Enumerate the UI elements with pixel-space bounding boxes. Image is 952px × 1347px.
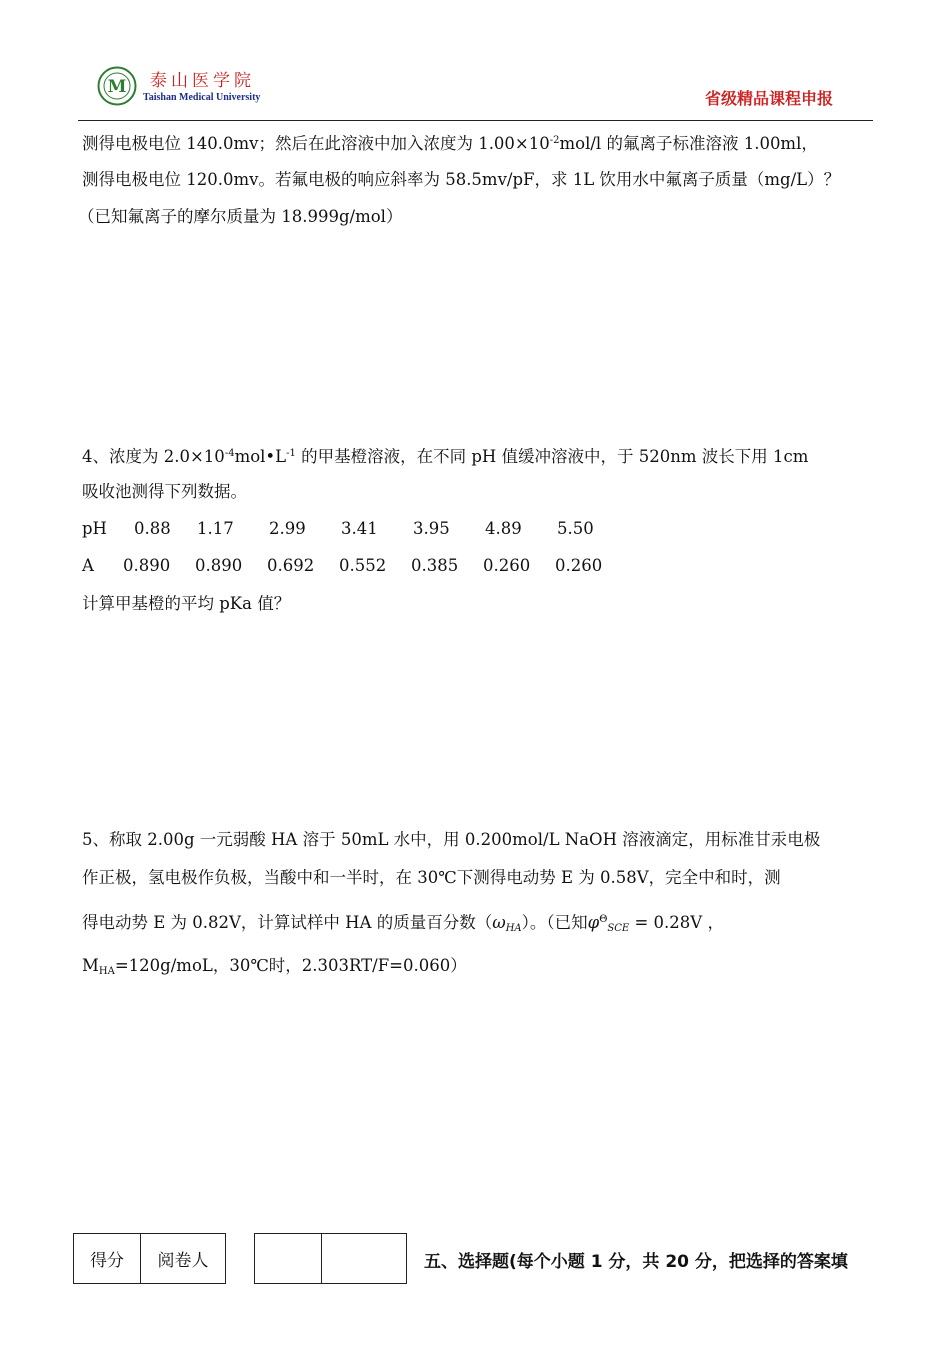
q4-line-1: 4、浓度为 $2.0\times 10^{-4}mol•L^{-1}$ 的甲基橙溶液，在不同 pH 值缓冲溶液中，于 520nm 波长下用 1cm	[82, 447, 809, 466]
ph-value: 2.99	[269, 519, 306, 538]
score-label: 得分	[74, 1234, 141, 1284]
reviewer-entry-cell[interactable]	[322, 1234, 407, 1284]
ph-value: 1.17	[197, 519, 234, 538]
university-logo	[97, 66, 137, 106]
absorbance-value: 0.260	[555, 556, 603, 575]
q3-line-2: 测得电极电位 120.0mv。若氟电极的响应斜率为 58.5mv/pF，求 1L 饮用水中氟离子质量（mg/L）？	[82, 170, 841, 189]
application-label: 省级精品课程申报	[705, 89, 834, 108]
reviewer-label: 阅卷人	[141, 1234, 226, 1284]
ph-value: 0.88	[134, 519, 171, 538]
header-divider	[78, 120, 873, 121]
absorbance-value: 0.260	[483, 556, 531, 575]
logo-letter: M	[107, 77, 127, 97]
phi-symbol: φ	[587, 913, 600, 932]
q5-line-3: 得电动势 E 为 0.82V，计算试样中 HA 的质量百分数$(\omega_{HA})$。（已知$\varphi^\Theta_{SCE} = 0.28V$ ，	[82, 913, 724, 934]
ph-label: pH	[82, 519, 107, 538]
q3-line-3: （已知氟离子的摩尔质量为 18.999g/mol）	[78, 207, 403, 226]
q3-line-1: 测得电极电位 140.0mv；然后在此溶液中加入浓度为 $1.00\times 10^{-2}mol/l$ 的氟离子标准溶液 1.00ml，	[82, 134, 818, 153]
q4-line-5: 计算甲基橙的平均 pKa 值？	[82, 594, 291, 613]
q4-line-2: 吸收池测得下列数据。	[82, 482, 247, 501]
section-five-title: 五、选择题(每个小题 1 分，共 20 分，把选择的答案填	[424, 1252, 848, 1272]
absorbance-value: 0.890	[123, 556, 171, 575]
absorbance-value: 0.552	[339, 556, 387, 575]
q5-line-4: $M_{HA}=120g$/moL，30℃时，2.303RT/F=0.060）	[82, 956, 467, 977]
ph-value: 3.41	[341, 519, 378, 538]
q5-line-1: 5、称取 2.00g 一元弱酸 HA 溶于 50mL 水中，用 0.200mol/L NaOH 溶液滴定，用标准甘汞电极	[82, 830, 821, 849]
absorbance-value: 0.692	[267, 556, 315, 575]
omega-symbol: ω	[492, 913, 506, 932]
school-name-en: Taishan Medical University	[143, 92, 261, 103]
absorbance-value: 0.890	[195, 556, 243, 575]
score-table	[73, 1233, 226, 1284]
absorbance-value: 0.385	[411, 556, 459, 575]
score-entry-cell[interactable]	[255, 1234, 322, 1284]
absorbance-label: A	[82, 556, 94, 575]
ph-value: 5.50	[557, 519, 594, 538]
ph-value: 3.95	[413, 519, 450, 538]
q5-line-2: 作正极，氢电极作负极，当酸中和一半时，在 30℃下测得电动势 E 为 0.58V，完全中和时，测	[82, 868, 781, 887]
score-entry-table	[254, 1233, 407, 1284]
ph-value: 4.89	[485, 519, 522, 538]
school-name-cn: 泰山医学院	[150, 71, 255, 91]
